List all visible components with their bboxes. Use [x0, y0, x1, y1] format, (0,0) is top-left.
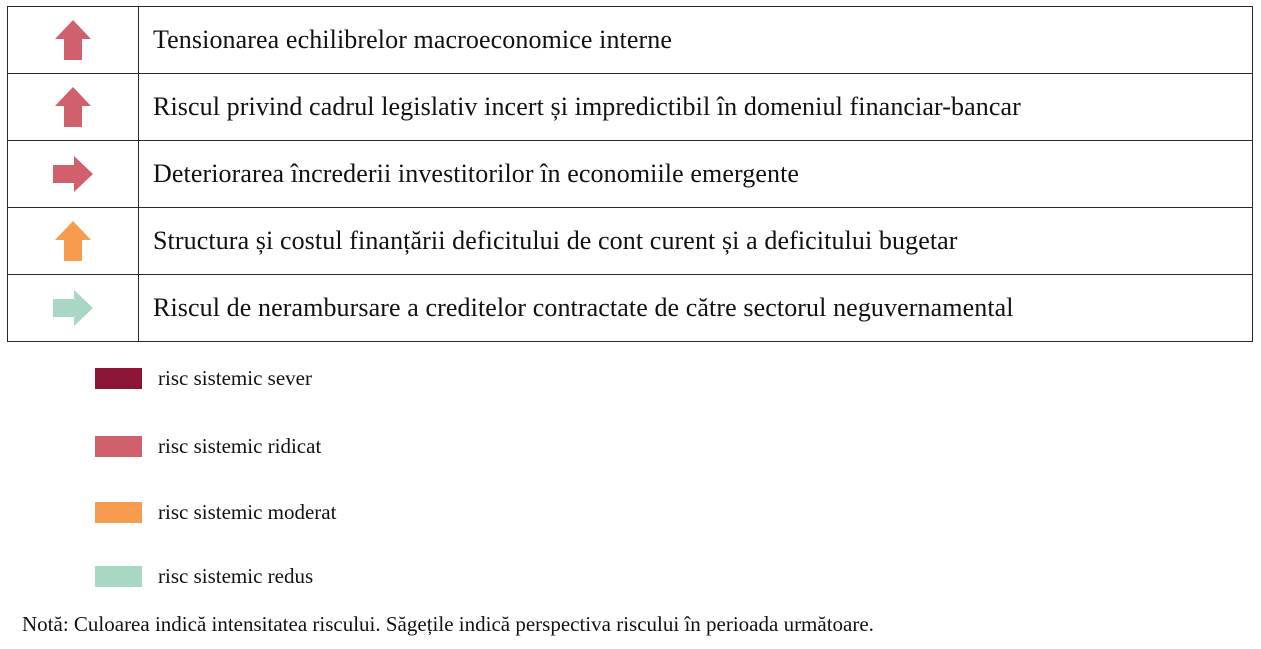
- legend-swatch: [95, 368, 142, 389]
- risk-arrow-cell: [8, 208, 139, 275]
- risk-label: Deteriorarea încrederii investitorilor în economiile emergente: [139, 141, 1253, 208]
- risk-label: Structura și costul finanțării deficitului de cont curent și a deficitului bugetar: [139, 208, 1253, 275]
- arrow-up-icon: [51, 85, 95, 129]
- arrow-up-icon: [51, 18, 95, 62]
- risk-arrow-cell: [8, 7, 139, 74]
- arrow-right-icon: [51, 286, 95, 330]
- risk-label: Tensionarea echilibrelor macroeconomice interne: [139, 7, 1253, 74]
- arrow-up-icon: [51, 219, 95, 263]
- footnote: Notă: Culoarea indică intensitatea riscului. Săgețile indică perspectiva riscului în perioada următoare.: [22, 612, 874, 636]
- risk-row: [8, 74, 1253, 141]
- risk-arrow-cell: [8, 141, 139, 208]
- risk-row: [8, 275, 1253, 342]
- arrow-right-icon: [51, 152, 95, 196]
- risk-arrow-cell: [8, 74, 139, 141]
- legend-label: risc sistemic sever: [158, 366, 312, 390]
- legend-swatch: [95, 502, 142, 523]
- risk-row: [8, 208, 1253, 275]
- risk-row: [8, 7, 1253, 74]
- risk-table: [7, 6, 1253, 342]
- risk-arrow-cell: [8, 275, 139, 342]
- legend-label: risc sistemic redus: [158, 564, 314, 588]
- legend-label: risc sistemic moderat: [158, 500, 337, 524]
- legend-swatch: [95, 566, 142, 587]
- legend-label: risc sistemic ridicat: [158, 434, 322, 458]
- risk-label: Riscul de nerambursare a creditelor contractate de către sectorul neguvernamental: [139, 275, 1253, 342]
- risk-row: [8, 141, 1253, 208]
- risk-label: Riscul privind cadrul legislativ incert și impredictibil în domeniul financiar-bancar: [139, 74, 1253, 141]
- legend-swatch: [95, 436, 142, 457]
